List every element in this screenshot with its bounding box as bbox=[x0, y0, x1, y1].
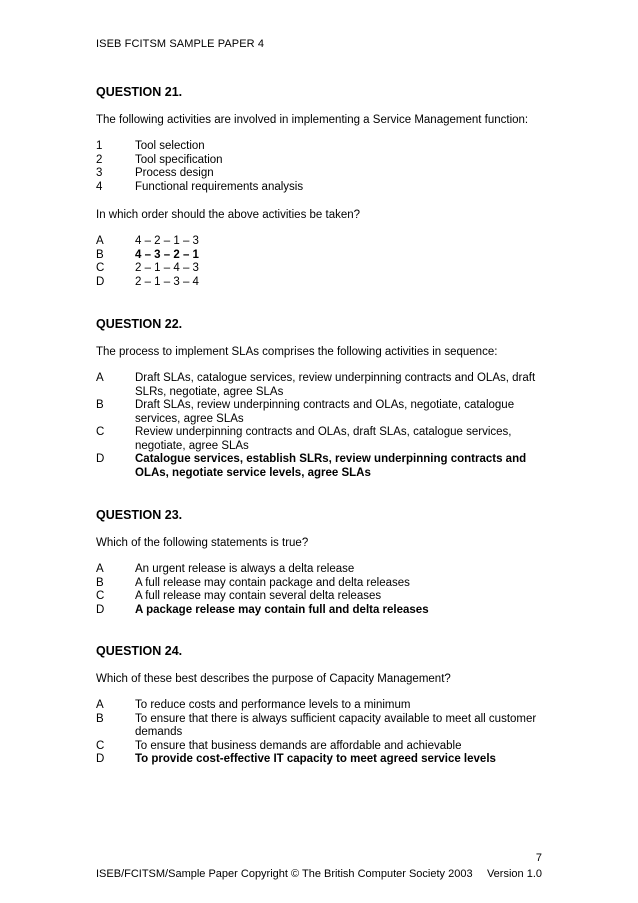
item-key: 4 bbox=[96, 180, 103, 193]
activity-list bbox=[96, 140, 556, 194]
question-title: QUESTION 24. bbox=[96, 644, 183, 658]
list-item bbox=[96, 154, 556, 168]
option-text: To ensure that business demands are affordable and achievable bbox=[135, 739, 462, 752]
item-text: Functional requirements analysis bbox=[135, 180, 304, 193]
option-key: A bbox=[96, 372, 104, 384]
answer-options bbox=[96, 235, 556, 289]
option-text: 2 – 1 – 3 – 4 bbox=[135, 275, 199, 288]
answer-option-a bbox=[96, 235, 556, 249]
answer-option-b bbox=[96, 399, 556, 426]
page-footer bbox=[96, 868, 542, 880]
question-stem: The process to implement SLAs comprises the following activities in sequence: bbox=[96, 346, 498, 358]
question-title: QUESTION 21. bbox=[96, 85, 183, 99]
option-text: Review underpinning contracts and OLAs, draft SLAs, catalogue services, negotiate, agree SLAs bbox=[135, 426, 512, 452]
option-text: 4 – 3 – 2 – 1 bbox=[135, 248, 199, 261]
item-key: 1 bbox=[96, 140, 103, 152]
option-text: A full release may contain several delta releases bbox=[135, 590, 382, 602]
list-item bbox=[96, 181, 556, 195]
option-key: A bbox=[96, 563, 104, 575]
option-text: 4 – 2 – 1 – 3 bbox=[135, 235, 199, 247]
option-key: C bbox=[96, 739, 105, 752]
question-intro: The following activities are involved in implementing a Service Management function: bbox=[96, 114, 529, 126]
option-text: To provide cost-effective IT capacity to meet agreed service levels bbox=[135, 753, 496, 765]
option-key: C bbox=[96, 262, 105, 274]
answer-option-c bbox=[96, 740, 556, 754]
answer-option-d bbox=[96, 604, 556, 618]
list-item bbox=[96, 167, 556, 181]
answer-option-c bbox=[96, 590, 556, 604]
item-text: Tool selection bbox=[135, 140, 205, 152]
question-23 bbox=[96, 508, 556, 617]
option-text: A full release may contain package and delta releases bbox=[135, 576, 410, 589]
answer-option-c bbox=[96, 262, 556, 276]
item-text: Tool specification bbox=[135, 153, 223, 166]
question-title: QUESTION 22. bbox=[96, 317, 183, 331]
option-key: B bbox=[96, 399, 104, 411]
answer-option-a bbox=[96, 563, 556, 577]
answer-options bbox=[96, 563, 556, 617]
item-key: 3 bbox=[96, 167, 103, 179]
question-stem: Which of these best describes the purpose of Capacity Management? bbox=[96, 673, 451, 685]
question-24 bbox=[96, 644, 556, 767]
answer-option-c bbox=[96, 426, 556, 453]
answer-option-a bbox=[96, 372, 556, 399]
question-21 bbox=[96, 85, 556, 289]
answer-option-d bbox=[96, 753, 556, 767]
option-key: B bbox=[96, 712, 104, 725]
option-key: B bbox=[96, 248, 104, 261]
option-text: Catalogue services, establish SLRs, review underpinning contracts and OLAs, negotiate service levels, agree SLAs bbox=[135, 453, 527, 479]
option-key: A bbox=[96, 699, 104, 711]
option-key: D bbox=[96, 603, 105, 616]
answer-option-a bbox=[96, 699, 556, 713]
option-text: An urgent release is always a delta release bbox=[135, 563, 355, 575]
option-key: D bbox=[96, 453, 105, 465]
question-title: QUESTION 23. bbox=[96, 508, 183, 522]
option-key: D bbox=[96, 753, 105, 765]
page-header: ISEB FCITSM SAMPLE PAPER 4 bbox=[96, 38, 265, 50]
option-text: To reduce costs and performance levels to a minimum bbox=[135, 699, 411, 711]
option-key: D bbox=[96, 275, 105, 288]
question-stem: In which order should the above activities be taken? bbox=[96, 209, 361, 221]
version-text: Version 1.0 bbox=[486, 868, 542, 880]
option-text: 2 – 1 – 4 – 3 bbox=[135, 262, 199, 274]
question-stem: Which of the following statements is true? bbox=[96, 537, 309, 549]
page-number: 7 bbox=[535, 852, 542, 864]
option-key: C bbox=[96, 426, 105, 438]
answer-option-b bbox=[96, 713, 556, 740]
answer-options bbox=[96, 699, 556, 767]
answer-option-b bbox=[96, 249, 556, 263]
option-text: To ensure that there is always sufficient capacity available to meet all customer demands bbox=[135, 712, 537, 738]
question-22 bbox=[96, 317, 556, 480]
option-text: A package release may contain full and delta releases bbox=[135, 603, 429, 616]
item-key: 2 bbox=[96, 153, 103, 166]
copyright-text: ISEB/FCITSM/Sample Paper Copyright © The British Computer Society 2003 bbox=[96, 868, 473, 880]
answer-options bbox=[96, 372, 556, 480]
answer-option-d bbox=[96, 453, 556, 480]
option-key: B bbox=[96, 576, 104, 589]
item-text: Process design bbox=[135, 167, 214, 179]
option-key: C bbox=[96, 590, 105, 602]
answer-option-d bbox=[96, 276, 556, 290]
option-key: A bbox=[96, 235, 104, 247]
answer-option-b bbox=[96, 577, 556, 591]
list-item bbox=[96, 140, 556, 154]
option-text: Draft SLAs, catalogue services, review underpinning contracts and OLAs, draft SLRs, negotiate, agree SLAs bbox=[135, 372, 536, 398]
option-text: Draft SLAs, review underpinning contracts and OLAs, negotiate, catalogue services, agree SLAs bbox=[135, 399, 515, 425]
